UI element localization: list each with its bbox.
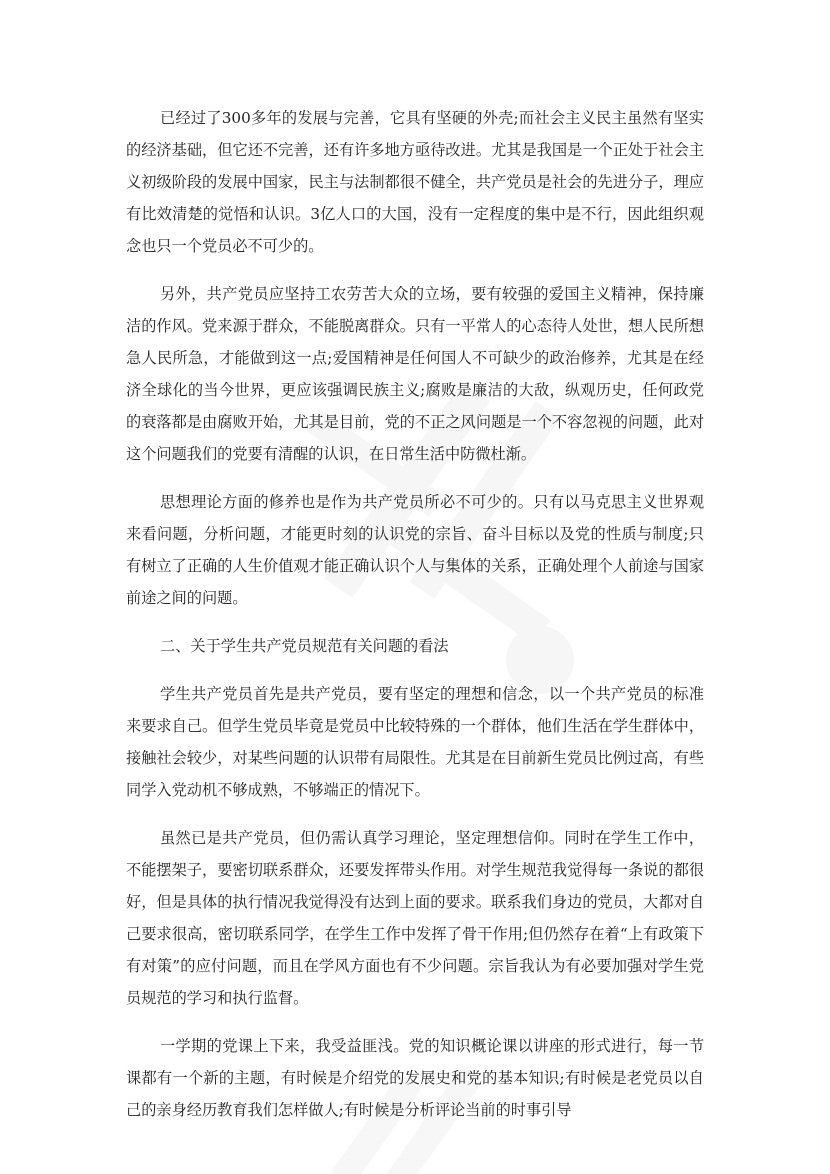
paragraph-4: 学生共产党员首先是共产党员，要有坚定的理想和信念，以一个共产党员的标准来要求自己。但学生党员毕竟是党员中比较特殊的一个群体，他们生活在学生群体中，接触社会较少，对某些问题的认识带有局限性。尤其是在目前新生党员比例过高，有些同学入党动机不够成熟，不够端正的情况下。 <box>126 685 704 799</box>
section-heading: 二、关于学生共产党员规范有关问题的看法 <box>160 637 449 655</box>
paragraph-3: 思想理论方面的修养也是作为共产党员所必不可少的。只有以马克思主义世界观来看问题，分析问题，才能更时刻的认识党的宗旨、奋斗目标以及党的性质与制度;只有树立了正确的人生价值观才能正确认识个人与集体的关系，正确处理个人前途与国家前途之间的问题。 <box>126 493 704 607</box>
paragraph-2: 另外，共产党员应坚持工农劳苦大众的立场，要有较强的爱国主义精神，保持廉洁的作风。党来源于群众，不能脱离群众。只有一平常人的心态待人处世，想人民所想急人民所急，才能做到这一点;爱国精神是任何国人不可缺少的政治修养，尤其是在经济全球化的当今世界，更应该强调民族主义;腐败是廉洁的大敌，纵观历史，任何政党的衰落都是由腐败开始，尤其是目前，党的不正之风问题是一个不容忽视的问题，此对这个问题我们的党要有清醒的认识，在日常生活中防微杜渐。 <box>126 285 704 463</box>
paragraph-6: 一学期的党课上下来，我受益匪浅。党的知识概论课以讲座的形式进行，每一节课都有一个新的主题，有时候是介绍党的发展史和党的基本知识;有时候是老党员以自己的亲身经历教育我们怎样做人;有时候是分析评论当前的时事引导 <box>126 1037 704 1119</box>
document-body <box>126 102 704 1142</box>
paragraph-1: 已经过了300多年的发展与完善，它具有坚硬的外壳;而社会主义民主虽然有坚实的经济基础，但它还不完善，还有许多地方亟待改进。尤其是我国是一个正处于社会主义初级阶段的发展中国家，民主与法制都很不健全，共产党员是社会的先进分子，理应有比效清楚的觉悟和认识。3亿人口的大国，没有一定程度的集中是不行，因此组织观念也只一个党员必不可少的。 <box>126 109 704 255</box>
paragraph-5: 虽然已是共产党员，但仍需认真学习理论，坚定理想信仰。同时在学生工作中，不能摆架子，要密切联系群众，还要发挥带头作用。对学生规范我觉得每一条说的都很好，但是具体的执行情况我觉得没有达到上面的要求。联系我们身边的党员，大都对自己要求很高，密切联系同学，在学生工作中发挥了骨干作用;但仍然存在着“上有政策下有对策”的应付问题，而且在学风方面也有不少问题。宗旨我认为有必要加强对学生党员规范的学习和执行监督。 <box>126 829 704 1007</box>
